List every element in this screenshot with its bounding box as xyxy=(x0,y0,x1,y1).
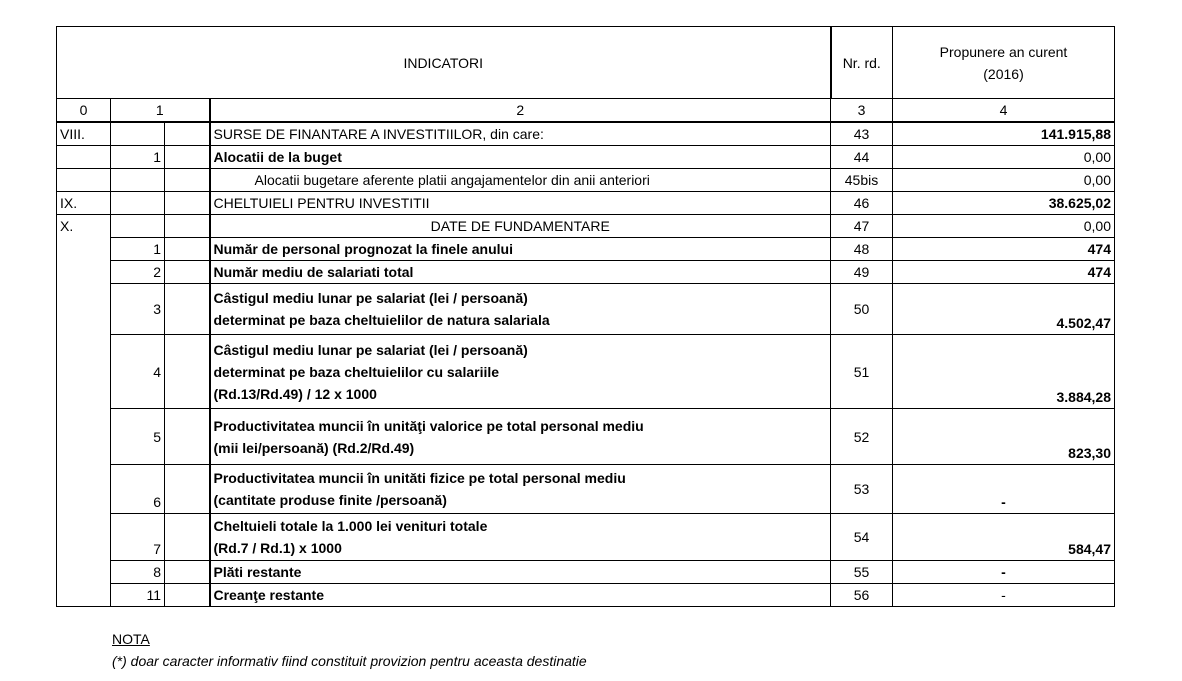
nota-text: (*) doar caracter informativ fiind constituit provizion pentru aceasta destinatie xyxy=(112,653,587,669)
row-index: 1 xyxy=(111,238,165,261)
row-nr: 53 xyxy=(831,465,893,514)
row-index xyxy=(111,122,165,146)
row-nr: 43 xyxy=(831,122,893,146)
row-value: 474 xyxy=(893,238,1115,261)
row-spacer xyxy=(165,514,210,561)
row-index: 2 xyxy=(111,261,165,284)
row-label-line: Productivitatea muncii în unităti fizice pe total personal mediu xyxy=(213,470,626,486)
row-nr: 47 xyxy=(831,215,893,238)
row-label: Plăti restante xyxy=(210,561,831,584)
table-row xyxy=(57,146,1115,169)
row-spacer xyxy=(165,465,210,514)
row-spacer xyxy=(165,192,210,215)
row-index: 1 xyxy=(111,146,165,169)
row-index xyxy=(111,169,165,192)
row-value: - xyxy=(893,465,1115,514)
nota-section xyxy=(112,628,587,672)
row-label: CHELTUIELI PENTRU INVESTITII xyxy=(210,192,831,215)
row-spacer xyxy=(165,122,210,146)
header-indicatori: INDICATORI xyxy=(57,27,831,99)
row-nr: 50 xyxy=(831,284,893,335)
colnum-2: 2 xyxy=(210,99,831,123)
row-spacer xyxy=(165,584,210,607)
row-value: 474 xyxy=(893,261,1115,284)
row-value: 584,47 xyxy=(893,514,1115,561)
row-spacer xyxy=(165,238,210,261)
table-row xyxy=(57,215,1115,238)
row-index xyxy=(111,215,165,238)
row-section: IX. xyxy=(57,192,111,215)
row-index: 5 xyxy=(111,409,165,465)
row-label-line: (Rd.7 / Rd.1) x 1000 xyxy=(213,540,342,556)
row-label-line: determinat pe baza cheltuielilor de natura salariala xyxy=(213,312,550,328)
colnum-0: 0 xyxy=(57,99,111,123)
row-index: 8 xyxy=(111,561,165,584)
row-value: - xyxy=(893,584,1115,607)
row-label-line: (Rd.13/Rd.49) / 12 x 1000 xyxy=(213,385,377,402)
table-row xyxy=(57,284,1115,335)
colnum-1: 1 xyxy=(111,99,210,123)
row-section: X. xyxy=(57,215,111,607)
row-index: 3 xyxy=(111,284,165,335)
row-nr: 46 xyxy=(831,192,893,215)
row-label-line: (cantitate produse finite /persoană) xyxy=(213,492,447,508)
row-value: 3.884,28 xyxy=(893,335,1115,409)
row-spacer xyxy=(165,561,210,584)
row-index xyxy=(111,192,165,215)
table-row xyxy=(57,122,1115,146)
row-value: 38.625,02 xyxy=(893,192,1115,215)
nota-title: NOTA xyxy=(112,631,150,647)
row-index: 11 xyxy=(111,584,165,607)
table-row xyxy=(57,409,1115,465)
colnum-3: 3 xyxy=(831,99,893,123)
row-spacer xyxy=(165,215,210,238)
row-label: Creanţe restante xyxy=(210,584,831,607)
row-value: 823,30 xyxy=(893,409,1115,465)
row-index: 4 xyxy=(111,335,165,409)
row-nr: 51 xyxy=(831,335,893,409)
table-row xyxy=(57,561,1115,584)
table-row xyxy=(57,261,1115,284)
row-label-line: Câstigul mediu lunar pe salariat (lei / persoană) xyxy=(213,341,528,358)
header-row xyxy=(57,27,1115,99)
row-index: 7 xyxy=(111,514,165,561)
table-row xyxy=(57,169,1115,192)
table-row xyxy=(57,192,1115,215)
row-spacer xyxy=(165,146,210,169)
row-section xyxy=(57,146,111,169)
row-label xyxy=(210,335,831,409)
row-value: 4.502,47 xyxy=(893,284,1115,335)
row-label: Număr de personal prognozat la finele anului xyxy=(210,238,831,261)
row-label-line: Câstigul mediu lunar pe salariat (lei / persoană) xyxy=(213,290,528,306)
row-label-line: determinat pe baza cheltuielilor cu salariile xyxy=(213,363,500,380)
indicators-table xyxy=(56,26,1115,607)
row-nr: 52 xyxy=(831,409,893,465)
row-label-line: Productivitatea muncii în unităţi valorice pe total personal mediu xyxy=(213,417,644,434)
table-row xyxy=(57,514,1115,561)
row-value: - xyxy=(893,561,1115,584)
header-nr-rd: Nr. rd. xyxy=(831,27,893,99)
row-spacer xyxy=(165,409,210,465)
row-label: SURSE DE FINANTARE A INVESTITIILOR, din care: xyxy=(210,122,831,146)
row-label-line: Cheltuieli totale la 1.000 lei venituri totale xyxy=(213,518,488,534)
row-spacer xyxy=(165,169,210,192)
header-propunere xyxy=(893,27,1115,99)
row-label-line: (mii lei/persoană) (Rd.2/Rd.49) xyxy=(213,439,415,456)
row-label: Număr mediu de salariati total xyxy=(210,261,831,284)
row-label: Alocatii de la buget xyxy=(210,146,831,169)
row-label: Alocatii bugetare aferente platii angajamentelor din anii anteriori xyxy=(210,169,831,192)
header-propunere-line2: (2016) xyxy=(983,65,1024,82)
column-numbers-row xyxy=(57,99,1115,123)
row-value: 0,00 xyxy=(893,146,1115,169)
row-nr: 49 xyxy=(831,261,893,284)
row-section xyxy=(57,169,111,192)
table-row xyxy=(57,584,1115,607)
row-nr: 45bis xyxy=(831,169,893,192)
row-nr: 55 xyxy=(831,561,893,584)
row-nr: 54 xyxy=(831,514,893,561)
row-nr: 44 xyxy=(831,146,893,169)
row-nr: 48 xyxy=(831,238,893,261)
row-index: 6 xyxy=(111,465,165,514)
row-label xyxy=(210,284,831,335)
row-label xyxy=(210,465,831,514)
header-propunere-line1: Propunere an curent xyxy=(939,43,1068,60)
row-spacer xyxy=(165,284,210,335)
row-spacer xyxy=(165,261,210,284)
row-section: VIII. xyxy=(57,122,111,146)
row-value: 0,00 xyxy=(893,169,1115,192)
table-row xyxy=(57,238,1115,261)
colnum-4: 4 xyxy=(893,99,1115,123)
table-row xyxy=(57,335,1115,409)
row-label xyxy=(210,409,831,465)
row-label: DATE DE FUNDAMENTARE xyxy=(210,215,831,238)
row-label xyxy=(210,514,831,561)
row-spacer xyxy=(165,335,210,409)
row-nr: 56 xyxy=(831,584,893,607)
table-row xyxy=(57,465,1115,514)
row-value: 141.915,88 xyxy=(893,122,1115,146)
row-value: 0,00 xyxy=(893,215,1115,238)
